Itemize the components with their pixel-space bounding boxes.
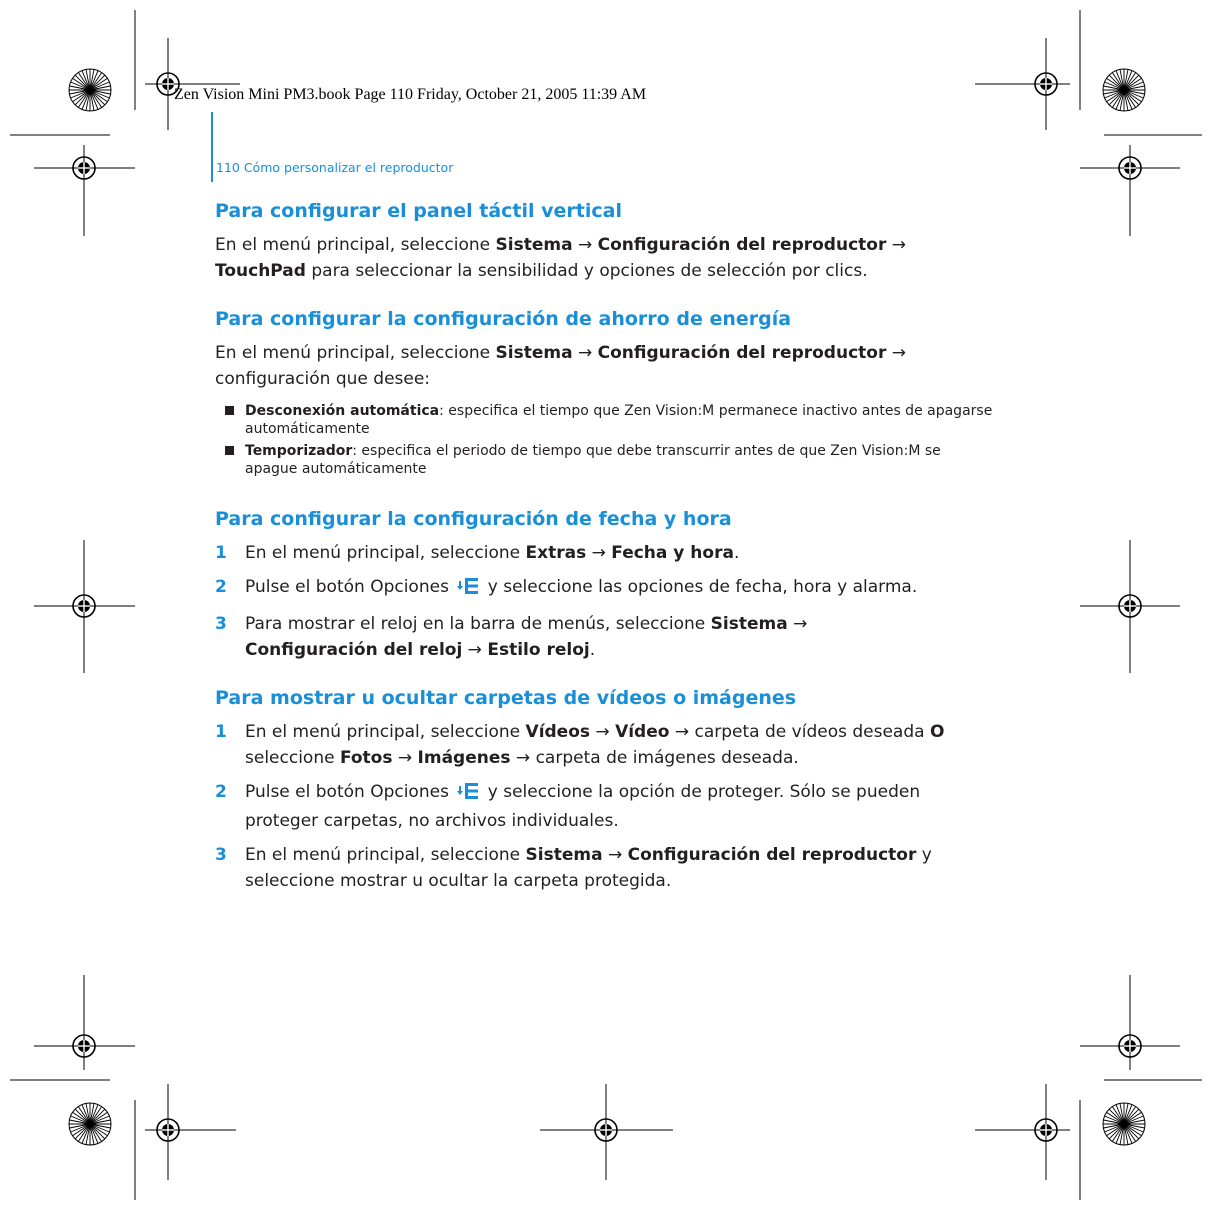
list-item: 3 Para mostrar el reloj en la barra de menús, seleccione Sistema → Configuración del reloj → Estilo reloj.: [215, 614, 808, 660]
section-heading: Para mostrar u ocultar carpetas de vídeos o imágenes: [215, 687, 797, 709]
section-heading: Para configurar el panel táctil vertical: [215, 200, 622, 222]
list-item: 1 En el menú principal, seleccione Vídeos → Vídeo → carpeta de vídeos deseada O seleccione Fotos → Imágenes → carpeta de imágenes deseada.: [215, 722, 945, 768]
list-item: 2 Pulse el botón Opciones y seleccione las opciones de fecha, hora y alarma.: [215, 574, 995, 603]
list-item: Temporizador: especifica el periodo de tiempo que debe transcurrir antes de que Zen Vision:M se apague automáticamente: [215, 442, 995, 478]
options-icon: [456, 782, 480, 808]
bullet-square-icon: [225, 446, 234, 455]
print-slug: Zen Vision Mini PM3.book Page 110 Friday, October 21, 2005 11:39 AM: [174, 86, 647, 103]
running-head: 110 Cómo personalizar el reproductor: [216, 160, 454, 175]
section-paragraph: En el menú principal, seleccione Sistema → Configuración del reproductor → TouchPad para seleccionar la sensibilidad y opciones de selección por clics.: [215, 235, 906, 281]
list-item: Desconexión automática: especifica el tiempo que Zen Vision:M permanece inactivo antes de apagarse automáticamente: [215, 402, 995, 438]
starburst-target-icon: [1103, 1103, 1145, 1145]
list-item: 3 En el menú principal, seleccione Sistema → Configuración del reproductor y seleccione mostrar u ocultar la carpeta protegida.: [215, 845, 932, 891]
section-heading: Para configurar la configuración de fecha y hora: [215, 508, 732, 530]
section-heading: Para configurar la configuración de ahorro de energía: [215, 308, 792, 330]
bullet-square-icon: [225, 406, 234, 415]
options-icon: [456, 577, 480, 603]
step-list: [215, 719, 995, 894]
list-item: 2 Pulse el botón Opciones y seleccione la opción de proteger. Sólo se pueden proteger carpetas, no archivos individuales.: [215, 782, 921, 831]
step-list: [215, 540, 995, 663]
page-body: [215, 198, 995, 916]
running-head-bar: [211, 112, 213, 182]
starburst-target-icon: [69, 69, 111, 111]
starburst-target-icon: [1103, 69, 1145, 111]
starburst-target-icon: [69, 1103, 111, 1145]
bullet-list: [215, 402, 995, 478]
list-item: 1 En el menú principal, seleccione Extras → Fecha y hora.: [215, 543, 740, 563]
section-paragraph: En el menú principal, seleccione Sistema → Configuración del reproductor → configuración que desee:: [215, 343, 906, 389]
